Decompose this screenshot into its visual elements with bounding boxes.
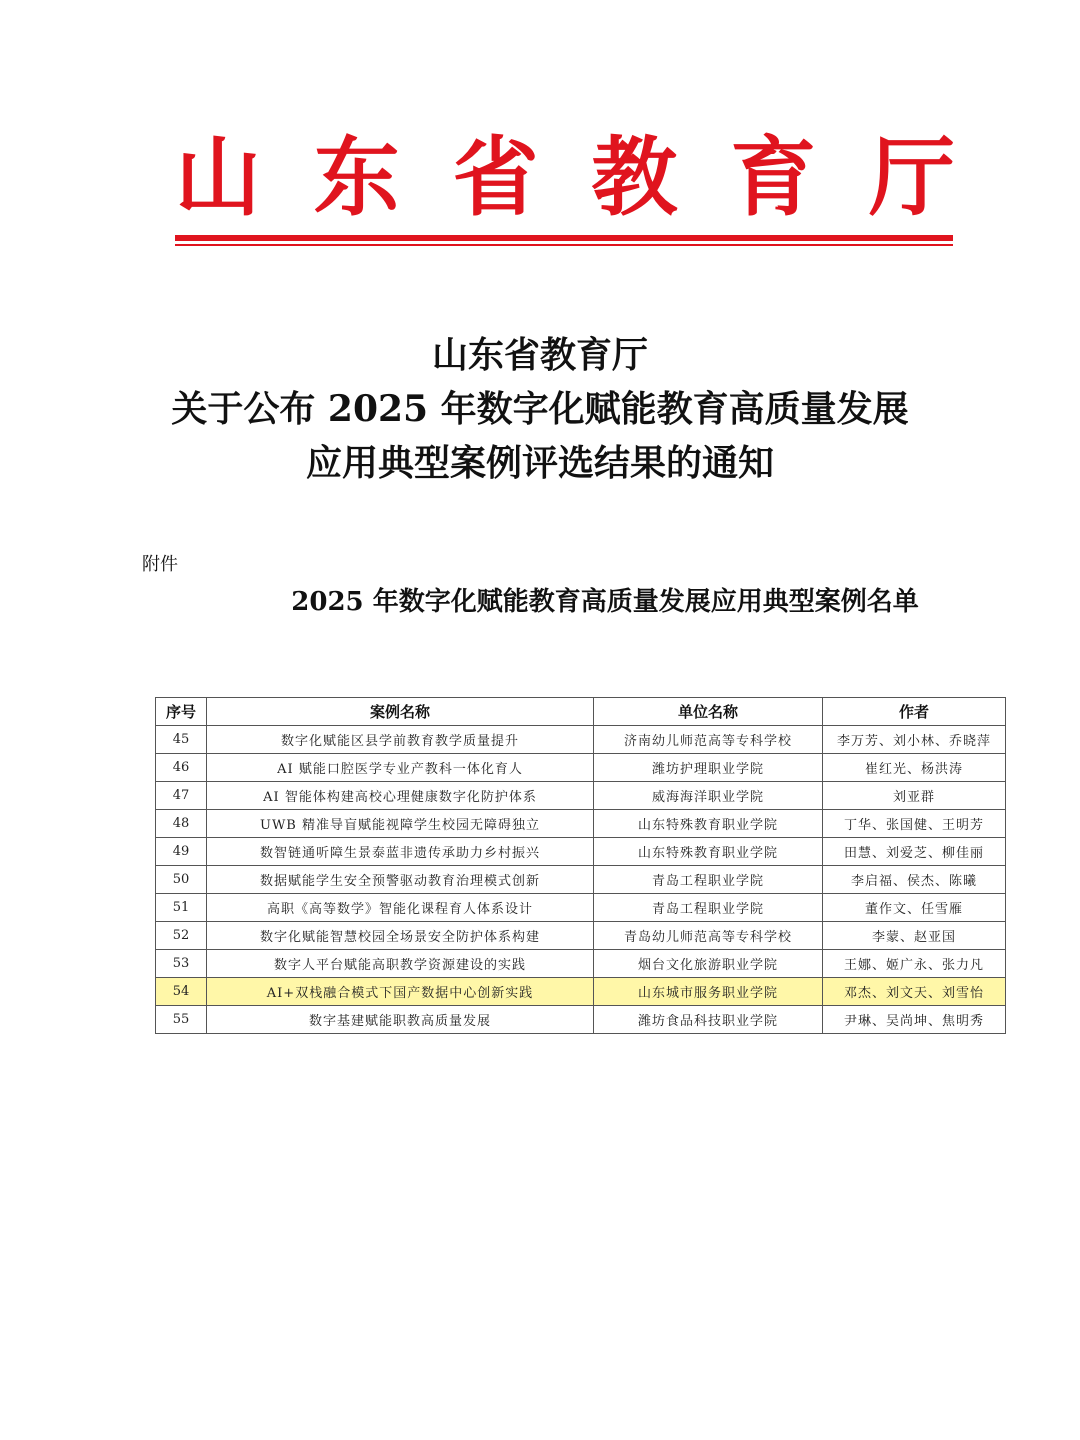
cell-unit-name: 潍坊食品科技职业学院 — [594, 1006, 823, 1034]
cell-authors: 董作文、任雪雁 — [823, 894, 1006, 922]
cell-no: 50 — [156, 866, 207, 894]
cell-no: 48 — [156, 810, 207, 838]
cell-case-name: 数据赋能学生安全预警驱动教育治理模式创新 — [207, 866, 594, 894]
masthead — [175, 128, 955, 228]
table-row — [156, 754, 1006, 782]
table-row — [156, 866, 1006, 894]
cell-case-name: UWB 精准导盲赋能视障学生校园无障碍独立 — [207, 810, 594, 838]
cell-unit-name: 潍坊护理职业学院 — [594, 754, 823, 782]
cell-no: 55 — [156, 1006, 207, 1034]
table-header-row — [156, 698, 1006, 726]
masthead-char: 省 — [452, 127, 539, 228]
cell-unit-name: 青岛幼儿师范高等专科学校 — [594, 922, 823, 950]
cell-no: 45 — [156, 726, 207, 754]
cell-unit-name: 山东特殊教育职业学院 — [594, 838, 823, 866]
cell-case-name: 数字人平台赋能高职教学资源建设的实践 — [207, 950, 594, 978]
cell-authors: 尹琳、吴尚坤、焦明秀 — [823, 1006, 1006, 1034]
cell-no: 53 — [156, 950, 207, 978]
cell-authors: 田慧、刘爱芝、柳佳丽 — [823, 838, 1006, 866]
cell-no: 52 — [156, 922, 207, 950]
cell-unit-name: 威海海洋职业学院 — [594, 782, 823, 810]
case-table — [155, 697, 1006, 1034]
cell-unit-name: 青岛工程职业学院 — [594, 894, 823, 922]
masthead-char: 教 — [591, 127, 678, 228]
cell-authors: 邓杰、刘文天、刘雪怡 — [823, 978, 1006, 1006]
table-row — [156, 922, 1006, 950]
notice-title — [0, 328, 1080, 490]
cell-authors: 崔红光、杨洪涛 — [823, 754, 1006, 782]
masthead-char: 育 — [730, 127, 817, 228]
cell-authors: 刘亚群 — [823, 782, 1006, 810]
cell-authors: 李启福、侯杰、陈曦 — [823, 866, 1006, 894]
header-unit-name: 单位名称 — [594, 698, 823, 726]
attachment-label: 附件 — [142, 554, 178, 575]
table-row — [156, 894, 1006, 922]
table-row — [156, 978, 1006, 1006]
cell-no: 51 — [156, 894, 207, 922]
cell-case-name: 数智链通听障生景泰蓝非遗传承助力乡村振兴 — [207, 838, 594, 866]
masthead-char: 山 — [175, 127, 261, 228]
table-row — [156, 782, 1006, 810]
notice-title-line: 应用典型案例评选结果的通知 — [305, 442, 774, 484]
notice-title-line: 山东省教育厅 — [431, 334, 648, 376]
cell-unit-name: 济南幼儿师范高等专科学校 — [594, 726, 823, 754]
header-no: 序号 — [156, 698, 207, 726]
cell-case-name: 高职《高等数学》智能化课程育人体系设计 — [207, 894, 594, 922]
cell-authors: 丁华、张国健、王明芳 — [823, 810, 1006, 838]
header-case-name: 案例名称 — [207, 698, 594, 726]
header-authors: 作者 — [823, 698, 1006, 726]
cell-no: 46 — [156, 754, 207, 782]
notice-title-line: 关于公布 2025 年数字化赋能教育高质量发展 — [171, 388, 909, 430]
cell-authors: 王娜、姬广永、张力凡 — [823, 950, 1006, 978]
cell-unit-name: 青岛工程职业学院 — [594, 866, 823, 894]
cell-no: 47 — [156, 782, 207, 810]
masthead-red-rule-thick — [175, 235, 953, 241]
masthead-red-rule-thin — [175, 244, 953, 246]
cell-unit-name: 烟台文化旅游职业学院 — [594, 950, 823, 978]
cell-case-name: AI 智能体构建高校心理健康数字化防护体系 — [207, 782, 594, 810]
cell-case-name: 数字化赋能智慧校园全场景安全防护体系构建 — [207, 922, 594, 950]
masthead-char: 厅 — [868, 127, 955, 228]
cell-unit-name: 山东特殊教育职业学院 — [594, 810, 823, 838]
cell-case-name: 数字基建赋能职教高质量发展 — [207, 1006, 594, 1034]
table-row — [156, 950, 1006, 978]
cell-no: 54 — [156, 978, 207, 1006]
case-list-title: 2025 年数字化赋能教育高质量发展应用典型案例名单 — [291, 587, 919, 617]
table-row — [156, 810, 1006, 838]
table-row — [156, 726, 1006, 754]
cell-authors: 李蒙、赵亚国 — [823, 922, 1006, 950]
table-row — [156, 838, 1006, 866]
table-row — [156, 1006, 1006, 1034]
cell-unit-name: 山东城市服务职业学院 — [594, 978, 823, 1006]
cell-authors: 李万芳、刘小林、乔晓萍 — [823, 726, 1006, 754]
cell-no: 49 — [156, 838, 207, 866]
cell-case-name: AI 赋能口腔医学专业产教科一体化育人 — [207, 754, 594, 782]
masthead-char: 东 — [313, 127, 400, 228]
cell-case-name: AI+双栈融合模式下国产数据中心创新实践 — [207, 978, 594, 1006]
cell-case-name: 数字化赋能区县学前教育教学质量提升 — [207, 726, 594, 754]
